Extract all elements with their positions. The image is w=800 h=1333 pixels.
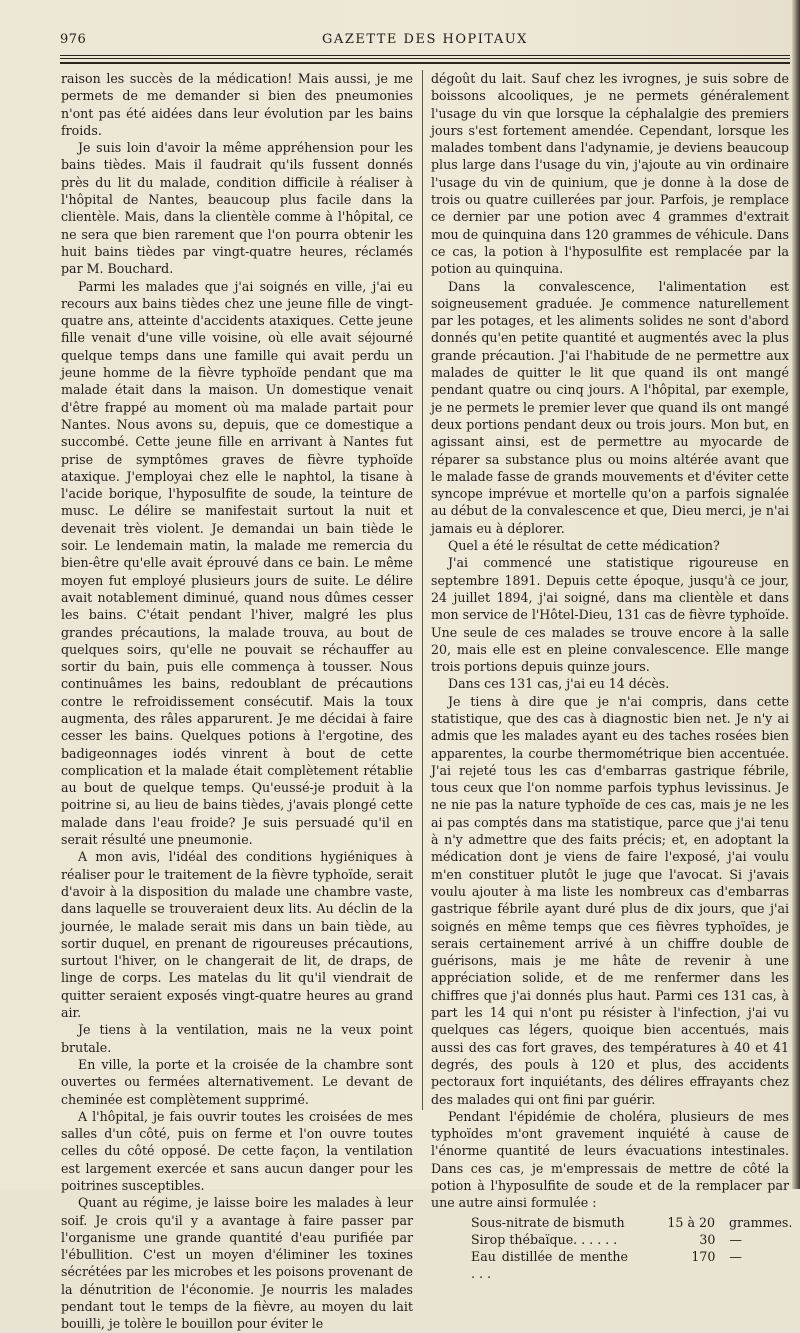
paragraph: Quant au régime, je laisse boire les malades à leur soif. Je crois qu'il y a avantage à faire passer par l'organisme une grande quantité d'eau purifiée par l'ébullition. C'est un moyen d'éliminer les toxines sécrétées par les microbes et les poisons provenant de la dénutrition de l'économie. Je nourris les malades pendant tout le temps de la fièvre, au moyen du lait bouilli, je tolère le bouillon pour éviter le [61, 1195, 413, 1332]
formula-drug: Sirop thébaïque. . . . . . [471, 1231, 618, 1247]
formula-unit: grammes. [729, 1214, 793, 1230]
paragraph: Dans la convalescence, l'alimentation est soigneusement graduée. Je commence naturellement par les potages, et les aliments solides ne sont d'abord donnés qu'en petite quantité et augmentés avec la plus grande précaution. J'ai l'habitude de ne permettre aux malades de quitter le lit que quand ils ont mangé pendant quatre ou cinq jours. A l'hôpital, par exemple, je ne permets le premier lever que quand ils ont mangé deux portions pendant deux ou trois jours. Mon but, en agissant ainsi, est de permettre au myocarde de réparer sa substance plus ou moins altérée avant que le malade fasse de grands mouvements et d'éviter cette syncope imprévue et mortelle qu'on a parfois signalée au début de la convalescence et que, Dieu merci, je n'ai jamais eu à déplorer. [431, 278, 789, 536]
formula-quantity: 170 [691, 1249, 716, 1265]
page-header [60, 30, 790, 52]
paragraph: Je tiens à la ventilation, mais ne la veux point brutale. [61, 1022, 413, 1055]
formula-line [431, 1248, 789, 1283]
left-column [61, 70, 413, 1332]
formula-drug: Sous-nitrate de bismuth [471, 1214, 625, 1230]
formula-line [431, 1231, 789, 1248]
page-edge-shadow [792, 0, 800, 1189]
paragraph: En ville, la porte et la croisée de la chambre sont ouvertes ou fermées alternativement. Le devant de cheminée est complètement supprimé. [61, 1056, 413, 1107]
formula-unit: — [729, 1249, 742, 1265]
header-rule [60, 62, 790, 64]
paragraph: dégoût du lait. Sauf chez les ivrognes, je suis sobre de boissons alcooliques, je ne permets généralement l'usage du vin que lorsque la céphalalgie des premiers jours s'est fortement amendée. Cependant, lorsque les malades tombent dans l'adynamie, je deviens beaucoup plus large dans l'usage du vin, j'ajoute au vin ordinaire l'usage du vin de quinium, que je donne à la dose de trois ou quatre cuillerées par jour. Parfois, je remplace ce dernier par une potion avec 4 grammes d'extrait mou de quinquina dans 120 grammes de véhicule. Dans ce cas, la potion à l'hyposulfite est remplacée par la potion au quinquina. [431, 71, 789, 277]
paragraph: Je suis loin d'avoir la même appréhension pour les bains tièdes. Mais il faudrait qu'ils fussent donnés près du lit du malade, condition difficile à réaliser à l'hôpital de Nantes, beaucoup plus facile dans la clientèle. Mais, dans la clientèle comme à l'hôpital, ce ne sera que bien rarement que l'on pourra obtenir les huit bains tièdes par vingt-quatre heures, réclamés par M. Bouchard. [61, 140, 413, 277]
paragraph: Quel a été le résultat de cette médication? [448, 538, 720, 554]
paragraph: Parmi les malades que j'ai soignés en ville, j'ai eu recours aux bains tièdes chez une jeune fille de vingt-quatre ans, atteinte d'accidents ataxiques. Cette jeune fille venait d'une ville voisine, où elle avait séjourné quelque temps dans une famille qui avait perdu un jeune homme de la fièvre typhoïde pendant que ma malade était dans la maison. Un domestique venait d'être frappé au moment où ma malade partait pour Nantes. Nous avons su, depuis, que ce domestique a succombé. Cette jeune fille en arrivant à Nantes fut prise de symptômes graves de fièvre typhoïde ataxique. J'employai chez elle le naphtol, la tisane à l'acide borique, l'hyposulfite de soude, la teinture de musc. Le délire se manifestait surtout la nuit et devenait très violent. Je demandai un bain tiède le soir. Le lendemain matin, la malade me remercia du bien-être qu'elle avait éprouvé dans ce bain. Le même moyen fut employé plusieurs jours de suite. Le délire avait notablement diminué, quand nous dûmes cesser les bains. C'était pendant l'hiver, malgré les plus grandes précautions, la malade trouva, au bout de quelques soirs, qu'elle ne pouvait se réchauffer au sortir du bain, puis elle commença à tousser. Nous continuâmes les bains, redoublant de précautions contre le refroidissement consécutif. Mais la toux augmenta, des râles apparurent. Je me décidai à faire cesser les bains. Quelques potions à l'ergotine, des badigeonnages iodés vinrent à bout de cette complication et la malade était complètement rétablie au bout de quelque temps. Qu'eussé-je produit à la poitrine si, au lieu de bains tièdes, j'avais plongé cette malade dans l'eau froide? Je suis persuadé qu'il en serait résulté une pneumonie. [61, 278, 413, 848]
formula-quantity: 15 à 20 [667, 1214, 715, 1230]
header-rule [60, 58, 790, 59]
header-rule [60, 55, 790, 56]
paragraph: A l'hôpital, je fais ouvrir toutes les croisées de mes salles d'un côté, puis on ferme et l'on ouvre toutes celles du côté opposé. De cette façon, la ventilation est largement exercée et sans aucun danger pour les poitrines susceptibles. [61, 1108, 413, 1193]
page-number: 976 [60, 32, 87, 47]
prescription-formula [431, 1214, 793, 1283]
paragraph: Pendant l'épidémie de choléra, plusieurs de mes typhoïdes m'ont gravement inquiété à cause de l'énorme quantité de leurs évacuations intestinales. Dans ces cas, je m'empressais de mettre de côté la potion à l'hyposulfite de soude et de la remplacer par une autre ainsi formulée : [431, 1108, 789, 1211]
running-head: GAZETTE DES HOPITAUX [322, 32, 528, 47]
paragraph: raison les succès de la médication! Mais aussi, je me permets de me demander si bien des pneumonies n'ont pas été aidées dans leur évolution par les bains froids. [61, 71, 413, 138]
column-divider [422, 70, 423, 1110]
paragraph: Dans ces 131 cas, j'ai eu 14 décès. [448, 676, 670, 692]
formula-line [431, 1214, 793, 1231]
right-column [431, 70, 793, 1282]
paragraph: Je tiens à dire que je n'ai compris, dans cette statistique, que des cas à diagnostic bien net. Je n'y ai admis que les malades ayant eu des taches rosées bien apparentes, la courbe thermométrique bien accentuée. J'ai rejeté tous les cas d'embarras gastrique fébrile, tous ceux que l'on nomme parfois typhus levissinus. Je ne nie pas la nature typhoïde de ces cas, mais je ne les ai pas comptés dans ma statistique, parce que j'ai tenu à n'y admettre que des faits précis; et, en adoptant la médication dont je viens de faire l'exposé, j'ai voulu m'en constituer plutôt le juge que l'avocat. Si j'avais voulu ajouter à ma liste les nombreux cas d'embarras gastrique fébrile ayant duré plus de dix jours, que j'ai soignés en même temps que ces fièvres typhoïdes, je serais certainement arrivé à un chiffre double de guérisons, mais je me hâte de revenir à une appréciation solide, et de me renfermer dans les chiffres que j'ai donnés plus haut. Parmi ces 131 cas, à part les 14 qui n'ont pu résister à l'infection, j'ai vu quelques cas légers, quoique bien accentués, mais aussi des cas fort graves, des températures à 40 et 41 degrés, des pouls à 120 et plus, des accidents pectoraux fort inquiétants, des délires effrayants chez des malades qui ont fini par guérir. [431, 693, 789, 1107]
formula-quantity: 30 [699, 1231, 716, 1247]
formula-unit: — [729, 1231, 742, 1247]
paragraph: J'ai commencé une statistique rigoureuse en septembre 1891. Depuis cette époque, jusqu'à ce jour, 24 juillet 1894, j'ai soigné, dans ma clientèle et dans mon service de l'Hôtel-Dieu, 131 cas de fièvre typhoïde. Une seule de ces malades se trouve encore à la salle 20, mais elle est en pleine convalescence. Elle mange trois portions depuis quinze jours. [431, 555, 789, 675]
formula-drug: Eau distillée de menthe . . . [471, 1249, 628, 1282]
paragraph: A mon avis, l'idéal des conditions hygiéniques à réaliser pour le traitement de la fièvre typhoïde, serait d'avoir à la disposition du malade une chambre vaste, dans laquelle se trouveraient deux lits. Au déclin de la journée, le malade serait mis dans un bain tiède, au sortir duquel, en prenant de rigoureuses précautions, surtout l'hiver, on le changerait de lit, de draps, de linge de corps. Les matelas du lit qu'il viendrait de quitter seraient exposés vingt-quatre heures au grand air. [61, 849, 413, 1021]
